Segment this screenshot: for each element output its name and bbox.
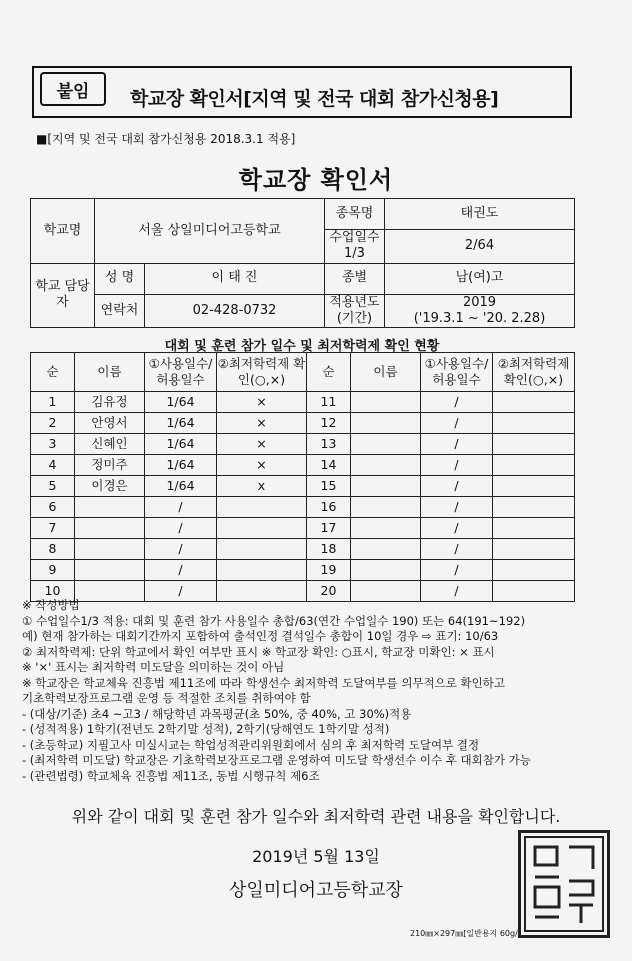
cell-days: / bbox=[145, 539, 217, 560]
table-row bbox=[31, 539, 575, 560]
officer-name-value: 이 태 진 bbox=[145, 263, 325, 294]
table-row bbox=[31, 518, 575, 539]
cell-no: 9 bbox=[31, 560, 75, 581]
cell-no: 16 bbox=[307, 497, 351, 518]
document-title: 학교장 확인서 bbox=[238, 166, 394, 194]
cell-no: 5 bbox=[31, 476, 75, 497]
table-row bbox=[31, 476, 575, 497]
cell-days: 1/64 bbox=[145, 392, 217, 413]
cell-no: 18 bbox=[307, 539, 351, 560]
cell-no: 6 bbox=[31, 497, 75, 518]
school-name-label: 학교명 bbox=[31, 199, 95, 264]
instruction-line: ※ 작성방법 bbox=[22, 598, 80, 612]
year-value bbox=[385, 294, 575, 328]
cell-grade bbox=[217, 518, 307, 539]
table-row bbox=[31, 560, 575, 581]
confirmation-statement: 위와 같이 대회 및 훈련 참가 일수와 최저학력 관련 내용을 확인합니다. bbox=[71, 807, 561, 826]
cell-name: 정미주 bbox=[75, 455, 145, 476]
cell-days: / bbox=[145, 581, 217, 602]
cell-grade: × bbox=[217, 455, 307, 476]
cell-no: 20 bbox=[307, 581, 351, 602]
cell-grade bbox=[493, 392, 575, 413]
cell-grade bbox=[493, 476, 575, 497]
officer-name-label: 성 명 bbox=[95, 263, 145, 294]
cell-grade: × bbox=[217, 434, 307, 455]
cell-days: / bbox=[145, 518, 217, 539]
cell-name bbox=[351, 497, 421, 518]
cell-days: / bbox=[145, 497, 217, 518]
cell-days: / bbox=[421, 539, 493, 560]
instruction-line: - (초등학교) 지필고사 미실시교는 학업성적관리위원회에서 심의 후 최저학력 도달여부 결정 bbox=[22, 737, 480, 752]
cell-grade bbox=[493, 413, 575, 434]
gender-label: 종별 bbox=[325, 263, 385, 294]
cell-days: 1/64 bbox=[145, 413, 217, 434]
instruction-line: ※ 학교장은 학교체육 진흥법 제11조에 따라 학생선수 최저학력 도달여부를 의무적으로 확인하고 bbox=[22, 675, 505, 690]
cell-name bbox=[75, 539, 145, 560]
sport-label: 종목명 bbox=[325, 199, 385, 230]
cell-no: 15 bbox=[307, 476, 351, 497]
cell-name bbox=[351, 434, 421, 455]
officer-label: 학교 담당자 bbox=[31, 263, 95, 328]
sport-value: 태권도 bbox=[385, 199, 575, 230]
cell-name: 안영서 bbox=[75, 413, 145, 434]
cell-no: 10 bbox=[31, 581, 75, 602]
participation-table bbox=[30, 352, 575, 602]
table-row bbox=[31, 497, 575, 518]
school-name-value: 서울 상일미디어고등학교 bbox=[95, 199, 325, 264]
cell-days: 1/64 bbox=[145, 434, 217, 455]
instruction-line: 기초학력보장프로그램 운영 등 적절한 조치를 취하여야 함 bbox=[22, 691, 311, 705]
cell-days: / bbox=[421, 497, 493, 518]
cell-name bbox=[351, 413, 421, 434]
cell-name bbox=[75, 497, 145, 518]
class-days-value: 2/64 bbox=[385, 230, 575, 264]
instruction-line: ① 수업일수1/3 적용: 대회 및 훈련 참가 사용일수 총합/63(연간 수업일수 190) 또는 64(191~192) bbox=[22, 613, 526, 628]
cell-grade bbox=[493, 560, 575, 581]
cell-name bbox=[351, 560, 421, 581]
banner-title: 학교장 확인서[지역 및 전국 대회 참가신청용] bbox=[130, 88, 499, 110]
cell-days: / bbox=[421, 392, 493, 413]
cell-no: 14 bbox=[307, 455, 351, 476]
cell-no: 3 bbox=[31, 434, 75, 455]
status-subtitle: 대회 및 훈련 참가 일수 및 최저학력제 확인 현황 bbox=[164, 339, 440, 354]
cell-grade bbox=[217, 497, 307, 518]
school-info-table bbox=[30, 198, 575, 328]
cell-grade bbox=[217, 560, 307, 581]
cell-name: 신혜인 bbox=[75, 434, 145, 455]
edition-note: ■[지역 및 전국 대회 참가신청용 2018.3.1 적용] bbox=[36, 132, 296, 146]
cell-no: 11 bbox=[307, 392, 351, 413]
cell-name bbox=[351, 476, 421, 497]
col-name: 이름 bbox=[351, 353, 421, 392]
cell-name bbox=[351, 392, 421, 413]
cell-grade: × bbox=[217, 392, 307, 413]
instruction-line: 예) 현재 참가하는 대회기간까지 포함하여 출석인정 결석일수 총합이 10일 경우 ⇨ 표기: 10/63 bbox=[22, 629, 499, 643]
seal-mark-icon bbox=[521, 833, 607, 935]
attachment-badge: 붙임 bbox=[40, 72, 106, 106]
cell-grade: × bbox=[217, 413, 307, 434]
instruction-line: ② 최저학력제: 단위 학교에서 확인 여부만 표시 ※ 학교장 확인: ○표시, 학교장 미확인: × 표시 bbox=[22, 644, 495, 659]
cell-name bbox=[75, 560, 145, 581]
cell-grade bbox=[217, 539, 307, 560]
cell-days: / bbox=[421, 581, 493, 602]
cell-no: 12 bbox=[307, 413, 351, 434]
table-row bbox=[31, 392, 575, 413]
cell-days: / bbox=[421, 434, 493, 455]
cell-name bbox=[351, 455, 421, 476]
instruction-line: ※ '×' 표시는 최저학력 미도달을 의미하는 것이 아님 bbox=[22, 660, 285, 674]
cell-no: 4 bbox=[31, 455, 75, 476]
year-label: 적용년도 (기간) bbox=[325, 294, 385, 328]
cell-grade bbox=[493, 497, 575, 518]
col-no: 순 bbox=[31, 353, 75, 392]
writing-instructions bbox=[22, 598, 622, 784]
cell-no: 8 bbox=[31, 539, 75, 560]
col-grade: ②최저학력제 확인(○,×) bbox=[493, 353, 575, 392]
cell-days: 1/64 bbox=[145, 476, 217, 497]
cell-days: 1/64 bbox=[145, 455, 217, 476]
contact-value: 02-428-0732 bbox=[145, 294, 325, 328]
cell-days: / bbox=[421, 413, 493, 434]
cell-days: / bbox=[421, 455, 493, 476]
cell-days: / bbox=[145, 560, 217, 581]
issue-date: 2019년 5월 13일 bbox=[252, 847, 380, 866]
cell-no: 17 bbox=[307, 518, 351, 539]
cell-grade bbox=[493, 455, 575, 476]
cell-no: 19 bbox=[307, 560, 351, 581]
cell-name bbox=[75, 518, 145, 539]
cell-days: / bbox=[421, 560, 493, 581]
cell-days: / bbox=[421, 518, 493, 539]
cell-days: / bbox=[421, 476, 493, 497]
col-days: ①사용일수/ 허용일수 bbox=[421, 353, 493, 392]
contact-label: 연락처 bbox=[95, 294, 145, 328]
cell-grade bbox=[493, 434, 575, 455]
cell-no: 1 bbox=[31, 392, 75, 413]
cell-no: 7 bbox=[31, 518, 75, 539]
table-row bbox=[31, 413, 575, 434]
cell-no: 13 bbox=[307, 434, 351, 455]
class-days-label: 수업일수 1/3 bbox=[325, 230, 385, 264]
cell-name bbox=[351, 539, 421, 560]
table-row bbox=[31, 455, 575, 476]
year-number: 2019 bbox=[462, 294, 497, 310]
year-period: ('19.3.1 ~ '20. 2.28) bbox=[413, 310, 546, 326]
table-row bbox=[31, 434, 575, 455]
cell-no: 2 bbox=[31, 413, 75, 434]
principal-signature: 상일미디어고등학교장 bbox=[229, 880, 403, 901]
gender-value: 남(여)고 bbox=[385, 263, 575, 294]
col-grade: ②최저학력제 확인(○,×) bbox=[217, 353, 307, 392]
instruction-line: - (관련법령) 학교체육 진흥법 제11조, 동법 시행규칙 제6조 bbox=[22, 768, 320, 783]
col-days: ①사용일수/ 허용일수 bbox=[145, 353, 217, 392]
cell-grade: x bbox=[217, 476, 307, 497]
col-no: 순 bbox=[307, 353, 351, 392]
official-seal bbox=[518, 830, 610, 938]
instruction-line: - (대상/기준) 초4 ~고3 / 해당학년 과목평균(초 50%, 중 40%, 고 30%)적용 bbox=[22, 706, 412, 721]
paper-spec: 210㎜×297㎜[일반용지 60g/ bbox=[410, 929, 518, 938]
participation-header-row bbox=[31, 353, 575, 392]
instruction-line: - (성적적용) 1학기(전년도 2학기말 성적), 2학기(당해연도 1학기말 성적) bbox=[22, 722, 390, 736]
cell-name: 이경은 bbox=[75, 476, 145, 497]
cell-grade bbox=[493, 518, 575, 539]
cell-grade bbox=[493, 539, 575, 560]
cell-name bbox=[351, 518, 421, 539]
instruction-line: - (최저학력 미도달) 학교장은 기초학력보장프로그램 운영하여 미도달 학생선수 이수 후 대회참가 가능 bbox=[22, 753, 531, 767]
col-name: 이름 bbox=[75, 353, 145, 392]
cell-name: 김유정 bbox=[75, 392, 145, 413]
